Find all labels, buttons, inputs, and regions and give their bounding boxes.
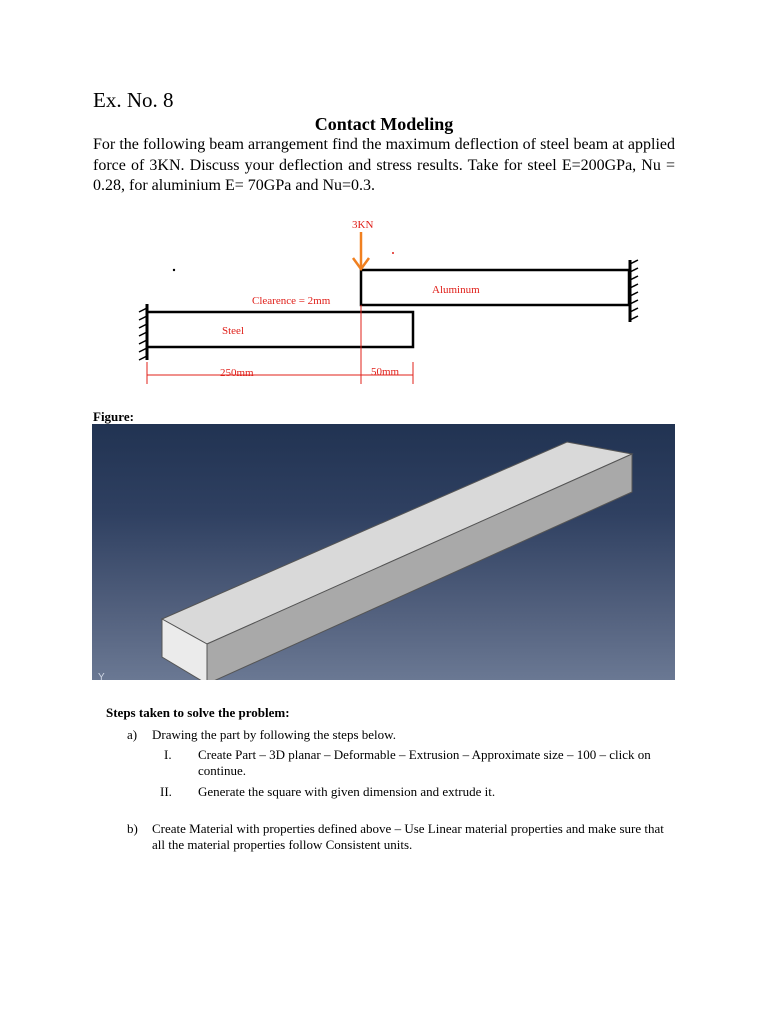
stray-dot [173, 269, 175, 271]
step-b-marker: b) [127, 821, 138, 836]
step-b [127, 821, 687, 855]
step-a-i-marker: I. [164, 747, 172, 762]
beam-diagram [120, 212, 650, 392]
clearance-label: Clearence = 2mm [252, 295, 331, 307]
problem-statement-text: For the following beam arrangement find the maximum deflection of steel beam at applied force of 3KN. Discuss your deflection and stress results. Take for steel E=200GPa, Nu = 0.28, for aluminium E= 70GPa and Nu=0.3. [93, 136, 675, 194]
steel-beam [147, 312, 413, 347]
step-a [127, 727, 687, 745]
step-a-i [164, 747, 664, 781]
force-label: 3KN [352, 219, 374, 231]
step-b-text: Create Material with properties defined above – Use Linear material properties and make sure that all the material properties follow Consistent units. [152, 821, 664, 852]
step-a-ii-text: Generate the square with given dimension and extrude it. [198, 784, 496, 799]
stray-dot-red [392, 252, 394, 254]
force-arrow [353, 232, 369, 269]
problem-statement [93, 135, 675, 197]
extruded-beam-render [92, 424, 675, 680]
step-a-marker: a) [127, 727, 138, 742]
aluminum-label: Aluminum [432, 284, 480, 296]
steel-label: Steel [222, 325, 244, 337]
cad-viewport [92, 424, 675, 680]
exercise-number: Ex. No. 8 [93, 88, 174, 112]
beam-top-face [162, 442, 632, 644]
step-a-ii-marker: II. [160, 784, 172, 799]
figure-label: Figure: [93, 409, 134, 424]
dim-50-label: 50mm [371, 366, 400, 378]
beam-side-face [207, 454, 632, 680]
steps-heading: Steps taken to solve the problem: [106, 705, 290, 720]
page-title: Contact Modeling [314, 114, 454, 134]
dim-250-label: 250mm [220, 367, 254, 379]
step-a-text: Drawing the part by following the steps below. [152, 727, 396, 742]
axis-y-label: Y [98, 672, 105, 680]
step-a-i-text: Create Part – 3D planar – Deformable – Extrusion – Approximate size – 100 – click on continue. [198, 747, 651, 778]
step-a-ii [160, 784, 660, 802]
aluminum-beam [361, 270, 629, 305]
